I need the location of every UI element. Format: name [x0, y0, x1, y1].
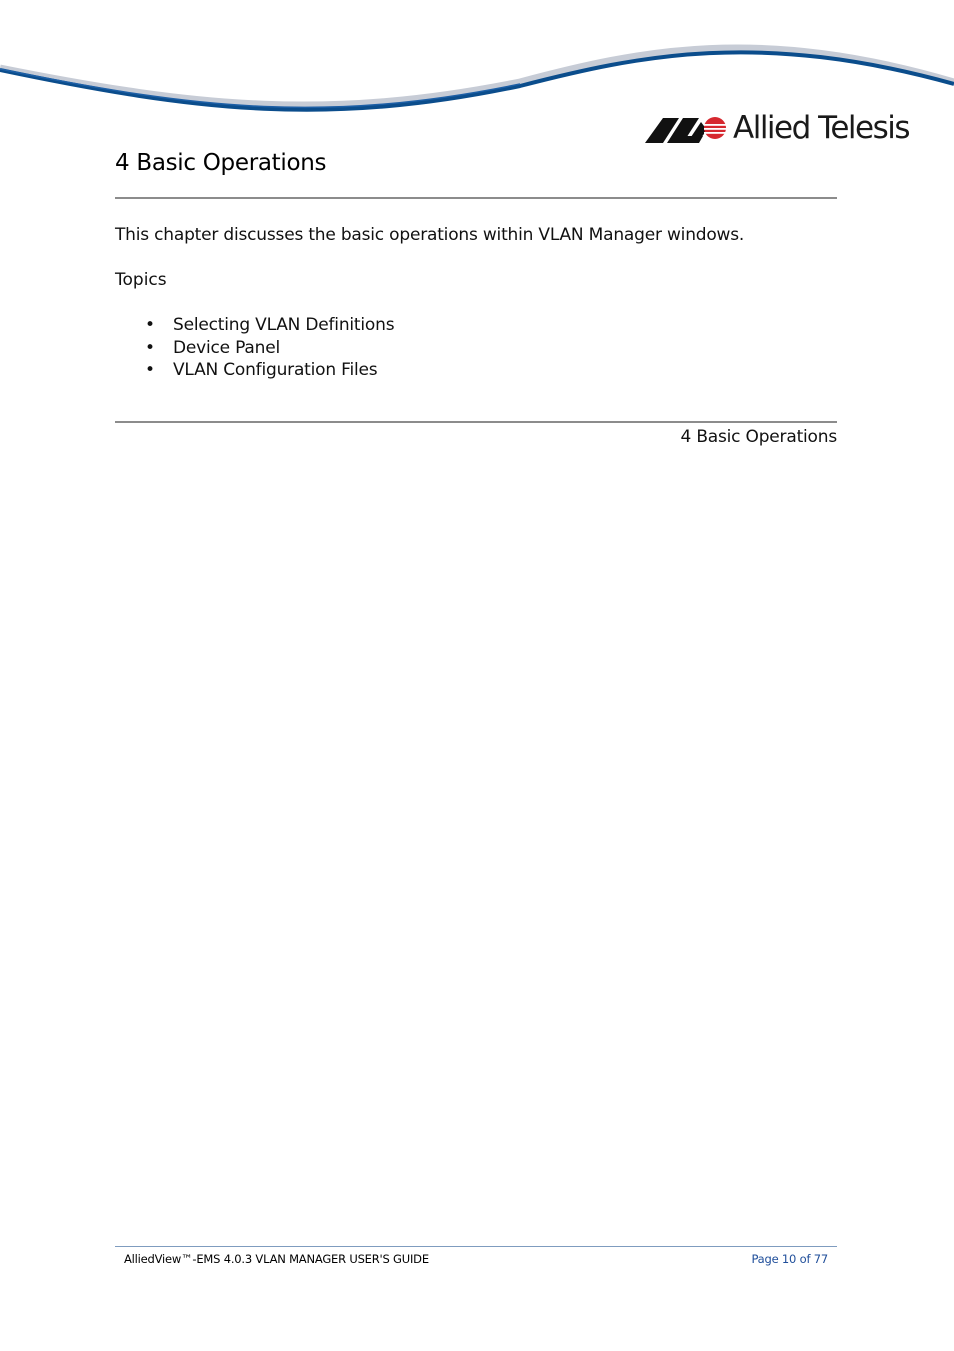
page-indicator: Page 10 of 77 — [751, 1252, 828, 1266]
guide-title: AlliedView™-EMS 4.0.3 VLAN MANAGER USER'S GUIDE — [124, 1252, 429, 1266]
chapter-intro: This chapter discusses the basic operations within VLAN Manager windows. — [115, 225, 745, 245]
allied-telesis-logo-mark-icon — [645, 112, 727, 144]
section-footer-label: 4 Basic Operations — [680, 427, 837, 447]
allied-telesis-logo — [645, 108, 909, 148]
chapter-title: 4 Basic Operations — [115, 150, 327, 176]
bullet-icon: • — [145, 315, 155, 335]
topic-item-vlan-configuration-files[interactable] — [115, 359, 394, 382]
bullet-icon: • — [145, 360, 155, 380]
topic-item-label: VLAN Configuration Files — [173, 360, 378, 380]
topic-item-label: Device Panel — [173, 337, 281, 358]
topics-heading: Topics — [115, 270, 167, 290]
topic-item-device-panel[interactable] — [115, 337, 394, 360]
page-footer-divider — [115, 1246, 837, 1247]
topic-item-selecting-vlan-definitions[interactable] — [115, 314, 394, 337]
topics-list — [115, 314, 394, 382]
bullet-icon: • — [145, 337, 155, 358]
title-divider — [115, 197, 837, 199]
topic-item-label: Selecting VLAN Definitions — [173, 315, 395, 335]
section-end-divider — [115, 421, 837, 423]
logo-wordmark: Allied Telesis — [733, 109, 909, 146]
